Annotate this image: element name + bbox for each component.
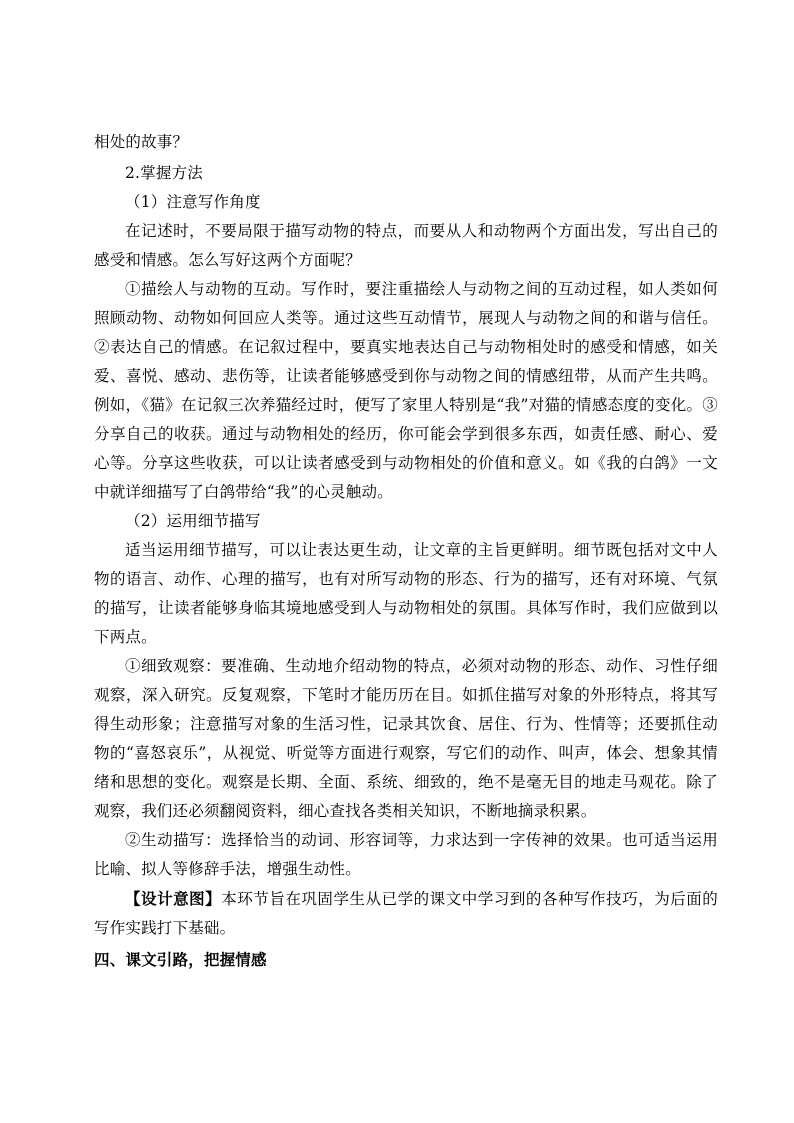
section-heading: 四、课文引路，把握情感 [94, 950, 267, 969]
subheading-master-method: 2.掌握方法 [125, 164, 203, 182]
document-page [94, 128, 718, 974]
design-intent-text: 本环节旨在巩固学生从已学的课文中学习到的各种写作技巧，为后面的写作实践打下基础。 [94, 890, 718, 937]
paragraph-interaction: ①描绘人与动物的互动。写作时，要注重描绘人与动物之间的互动过程，如人类如何照顾动物、动物如何回应人类等。通过这些互动情节，展现人与动物之间的和谐与信任。②表达自己的情感。在记叙过程中，要真实地表达自己与动物相处时的感受和情感，如关爱、喜悦、感动、悲伤等，让读者能够感受到你与动物之间的情感纽带，从而产生共鸣。例如，《猫》在记叙三次养猫经过时，便写了家里人特别是“我”对猫的情感态度的变化。③分享自己的收获。通过与动物相处的经历，你可能会学到很多东西，如责任感、耐心、爱心等。分享这些收获，可以让读者感受到与动物相处的价值和意义。如《我的白鸽》一文中就详细描写了白鸽带给“我”的心灵触动。 [94, 280, 718, 501]
paragraph-writing-angle: 在记述时，不要局限于描写动物的特点，而要从人和动物两个方面出发，写出自己的感受和情感。怎么写好这两个方面呢？ [94, 222, 718, 269]
paragraph-vivid-description: ②生动描写：选择恰当的动词、形容词等，力求达到一字传神的效果。也可适当运用比喻、拟人等修辞手法，增强生动性。 [94, 831, 718, 878]
paragraph-continuation: 相处的故事？ [94, 133, 189, 151]
design-intent-label: 【设计意图】 [125, 889, 222, 908]
paragraph-detail-description: 适当运用细节描写，可以让表达更生动，让文章的主旨更鲜明。细节既包括对文中人物的语言、动作、心理的描写，也有对所写动物的形态、行为的描写，还有对环境、气氛的描写，让读者能够身临其境地感受到人与动物相处的氛围。具体写作时，我们应做到以下两点。 [94, 541, 718, 646]
paragraph-careful-observation: ①细致观察：要准确、生动地介绍动物的特点，必须对动物的形态、动作、习性仔细观察，深入研究。反复观察，下笔时才能历历在目。如抓住描写对象的外形特点，将其写得生动形象；注意描写对象的生活习性，记录其饮食、居住、行为、性情等；还要抓住动物的“喜怒哀乐”，从视觉、听觉等方面进行观察，写它们的动作、叫声，体会、想象其情绪和思想的变化。观察是长期、全面、系统、细致的，绝不是毫无目的地走马观花。除了观察，我们还必须翻阅资料，细心查找各类相关知识，不断地摘录积累。 [94, 657, 718, 820]
subheading-detail-description: （2）运用细节描写 [125, 512, 261, 530]
paragraph-design-intent [94, 884, 718, 943]
subheading-writing-angle: （1）注意写作角度 [125, 193, 261, 211]
